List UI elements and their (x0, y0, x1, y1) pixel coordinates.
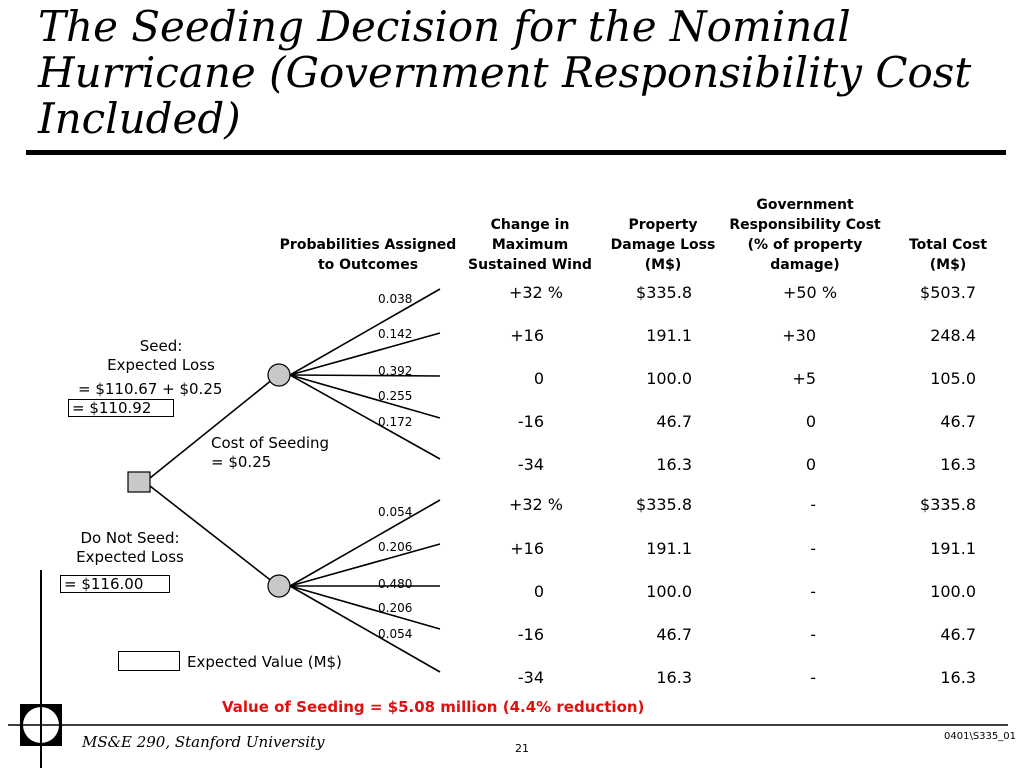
branch-seed-outcome (290, 375, 440, 376)
header-probabilities: Probabilities Assigned to Outcomes (279, 237, 457, 273)
seed-damage: 191.1 (646, 326, 692, 345)
noseed-prob: 0.480 (378, 577, 413, 591)
page-number: 21 (515, 742, 529, 755)
seed-prob: 0.172 (378, 415, 413, 429)
noseed-change: -34 (517, 668, 544, 687)
footer-text: MS&E 290, Stanford University (82, 733, 325, 751)
branch-noseed-outcome (290, 500, 440, 586)
noseed-change: +16 (510, 539, 544, 558)
header-damage: Property Damage Loss (M$) (610, 217, 716, 273)
seed-gov: +50 % (782, 283, 838, 302)
noseed-total: 100.0 (930, 582, 976, 601)
branch-seed-outcome (290, 375, 440, 418)
seed-gov: 0 (805, 412, 816, 431)
seed-change: +32 % (508, 283, 563, 302)
slide-reference: 0401\S335_01 (944, 731, 1016, 742)
seed-change: -16 (517, 412, 544, 431)
seed-prob: 0.255 (378, 389, 413, 403)
legend-swatch (118, 651, 180, 671)
noseed-gov: - (810, 539, 816, 558)
seed-change: -34 (517, 455, 544, 474)
seed-total: 16.3 (940, 455, 976, 474)
branch-seed-outcome (290, 333, 440, 375)
seed-prob: 0.392 (378, 364, 413, 378)
seed-label: Seed: (139, 337, 183, 355)
noseed-change: +32 % (508, 495, 563, 514)
noseed-damage: 191.1 (646, 539, 692, 558)
seed-damage: 46.7 (656, 412, 692, 431)
seed-formula: = $110.67 + $0.25 (78, 380, 223, 398)
seed-damage: 100.0 (646, 369, 692, 388)
seed-total: 248.4 (930, 326, 976, 345)
seed-gov: 0 (805, 455, 816, 474)
value-of-seeding-note: Value of Seeding = $5.08 million (4.4% reduction) (222, 698, 645, 716)
noseed-damage: 16.3 (656, 668, 692, 687)
noseed-total: $335.8 (920, 495, 976, 514)
seed-gov: +5 (792, 369, 816, 388)
seed-prob: 0.142 (378, 327, 413, 341)
noseed-damage: 46.7 (656, 625, 692, 644)
header-total: Total Cost (M$) (908, 237, 988, 273)
noseed-label: Do Not Seed: (80, 529, 180, 547)
seed-total: $503.7 (920, 283, 976, 302)
noseed-gov: - (810, 668, 816, 687)
legend-label: Expected Value (M$) (187, 653, 342, 671)
noseed-damage: $335.8 (636, 495, 692, 514)
slide-title: The Seeding Decision for the Nominal Hurricane (Government Responsibility Cost Included) (38, 2, 972, 143)
noseed-gov: - (810, 582, 816, 601)
seed-damage: $335.8 (636, 283, 692, 302)
seed-expected-loss-label: Expected Loss (107, 356, 215, 374)
seed-total: 46.7 (940, 412, 976, 431)
noseed-prob: 0.054 (378, 627, 413, 641)
header-change: Change in Maximum Sustained Wind (468, 217, 592, 273)
noseed-prob: 0.054 (378, 505, 413, 519)
branch-noseed-outcome (290, 544, 440, 586)
seed-total: 105.0 (930, 369, 976, 388)
chance-node-seed (268, 364, 290, 386)
noseed-total: 46.7 (940, 625, 976, 644)
seed-result-box: = $110.92 (68, 399, 174, 417)
branch-noseed-outcome (290, 586, 440, 629)
branch-seed-outcome (290, 289, 440, 375)
noseed-prob: 0.206 (378, 601, 413, 615)
noseed-expected-loss-label: Expected Loss (76, 548, 184, 566)
noseed-total: 16.3 (940, 668, 976, 687)
noseed-prob: 0.206 (378, 540, 413, 554)
seed-change: +16 (510, 326, 544, 345)
cost-of-seeding-label: Cost of Seeding (211, 434, 330, 452)
seed-damage: 16.3 (656, 455, 692, 474)
seed-gov: +30 (782, 326, 816, 345)
noseed-total: 191.1 (930, 539, 976, 558)
header-gov: Government Responsibility Cost (% of property damage) (729, 197, 881, 273)
cost-of-seeding-value: = $0.25 (211, 453, 272, 471)
seed-prob: 0.038 (378, 292, 413, 306)
noseed-gov: - (810, 625, 816, 644)
noseed-change: -16 (517, 625, 544, 644)
noseed-change: 0 (533, 582, 544, 601)
chance-node-noseed (268, 575, 290, 597)
noseed-gov: - (810, 495, 816, 514)
seed-change: 0 (533, 369, 544, 388)
noseed-damage: 100.0 (646, 582, 692, 601)
decision-node (128, 472, 150, 492)
noseed-result-box: = $116.00 (60, 575, 170, 593)
